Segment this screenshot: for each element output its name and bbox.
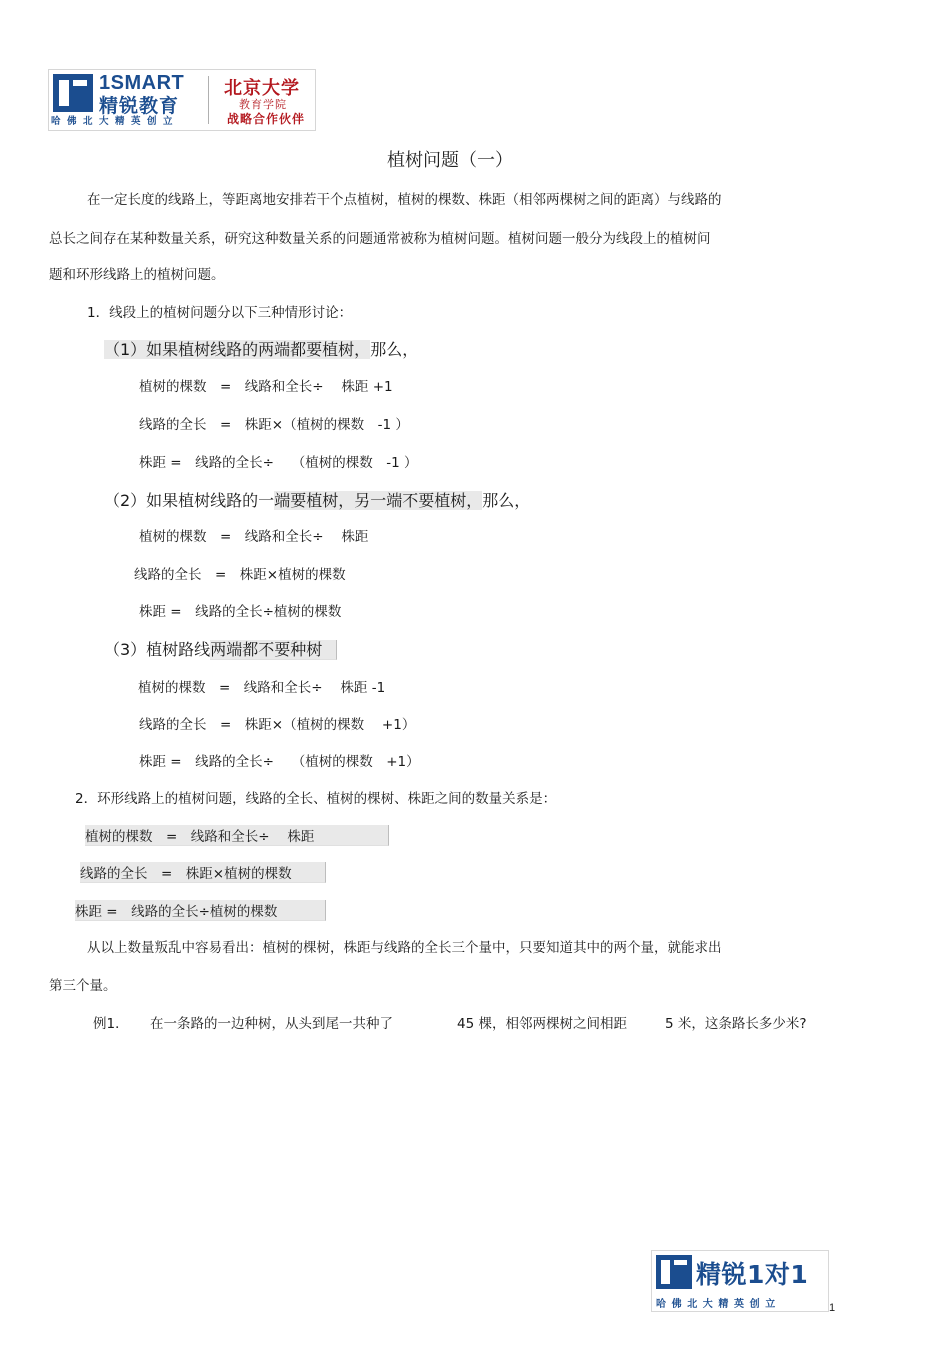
example1-label: 例1． [93,1016,129,1032]
brand-mark-icon [656,1255,692,1289]
conclusion-line-1: 从以上数量叛乱中容易看出：植树的棵树，株距与线路的全长三个量中，只要知道其中的两个量，就能求出 [87,940,722,956]
case2-heading-post: 那么， [482,491,531,510]
section1-heading: 1．线段上的植树问题分以下三种情形讨论： [87,305,353,321]
page-title: 植树问题（一） [387,150,513,171]
example1-text-b: 45 棵，相邻两棵树之间相距 [457,1016,627,1032]
brand-name-cn: 精锐教育 [99,95,180,117]
brand-mark-icon [53,74,93,112]
case3-formula-3: 株距 = 线路的全长÷ （植树的棵数 +1） [139,754,420,770]
brand-name-en: 1SMART [99,72,185,94]
section2-formula-2: 线路的全长 = 株距×植树的棵数 [80,862,326,883]
example1-text-a: 在一条路的一边种树，从头到尾一共种了 [150,1016,393,1032]
header-logo [48,69,316,131]
case2-heading [104,488,530,511]
intro-line-3: 题和环形线路上的植树问题。 [49,267,225,283]
section2-heading: 2．环形线路上的植树问题，线路的全长、植树的棵树、株距之间的数量关系是： [75,791,557,807]
case1-heading-post: 那么， [370,340,419,359]
section2-formula-3: 株距 = 线路的全长÷植树的棵数 [75,900,326,921]
case3-heading [104,637,337,660]
case1-formula-1: 植树的棵数 = 线路和全长÷ 株距 +1 [139,379,393,395]
intro-line-1: 在一定长度的线路上，等距离地安排若干个点植树，植树的棵数、株距（相邻两棵树之间的距离）与线路的 [87,192,722,208]
case2-formula-1: 植树的棵数 = 线路和全长÷ 株距 [139,529,369,545]
example1-text-c: 5 米，这条路长多少米? [665,1016,807,1032]
case3-heading-pre: （3）植树路线 [104,640,211,659]
section2-formula-1: 植树的棵数 = 线路和全长÷ 株距 [85,825,389,846]
case2-formula-3: 株距 = 线路的全长÷植树的棵数 [139,604,342,620]
page-number: 1 [829,1302,836,1314]
footer-logo [651,1250,829,1312]
case3-formula-2: 线路的全长 = 株距×（植树的棵数 +1） [139,717,416,733]
logo-divider [208,76,209,124]
case1-formula-2: 线路的全长 = 株距×（植树的棵数 -1 ） [139,417,409,433]
partner-name: 北京大学 [224,78,300,99]
case2-heading-pre: （2）如果植树线路的一 [104,491,275,510]
case1-heading-pre: （1）如果植树线路的两端都要植树， [104,340,371,359]
case3-formula-1: 植树的棵数 = 线路和全长÷ 株距 -1 [138,680,386,696]
brand-tagline: 哈佛北大精英创立 [51,116,180,127]
conclusion-line-2: 第三个量。 [49,978,117,994]
partner-role: 战略合作伙伴 [227,112,306,126]
case3-heading-hl: 两端都不要种树 [210,640,337,660]
case2-heading-hl: 端要植树，另一端不要植树， [274,491,483,510]
intro-line-2: 总长之间存在某种数量关系，研究这种数量关系的问题通常被称为植树问题。植树问题一般分为线段上的植树问 [49,231,711,247]
case1-formula-3: 株距 = 线路的全长÷ （植树的棵数 -1 ） [139,455,418,471]
case1-heading [104,337,418,360]
case2-formula-2: 线路的全长 = 株距×植树的棵数 [134,567,346,583]
footer-brand-tagline: 哈佛北大精英创立 [656,1299,781,1310]
partner-subtitle: 教育学院 [239,98,287,111]
footer-brand-name: 精锐1对1 [696,1260,809,1289]
